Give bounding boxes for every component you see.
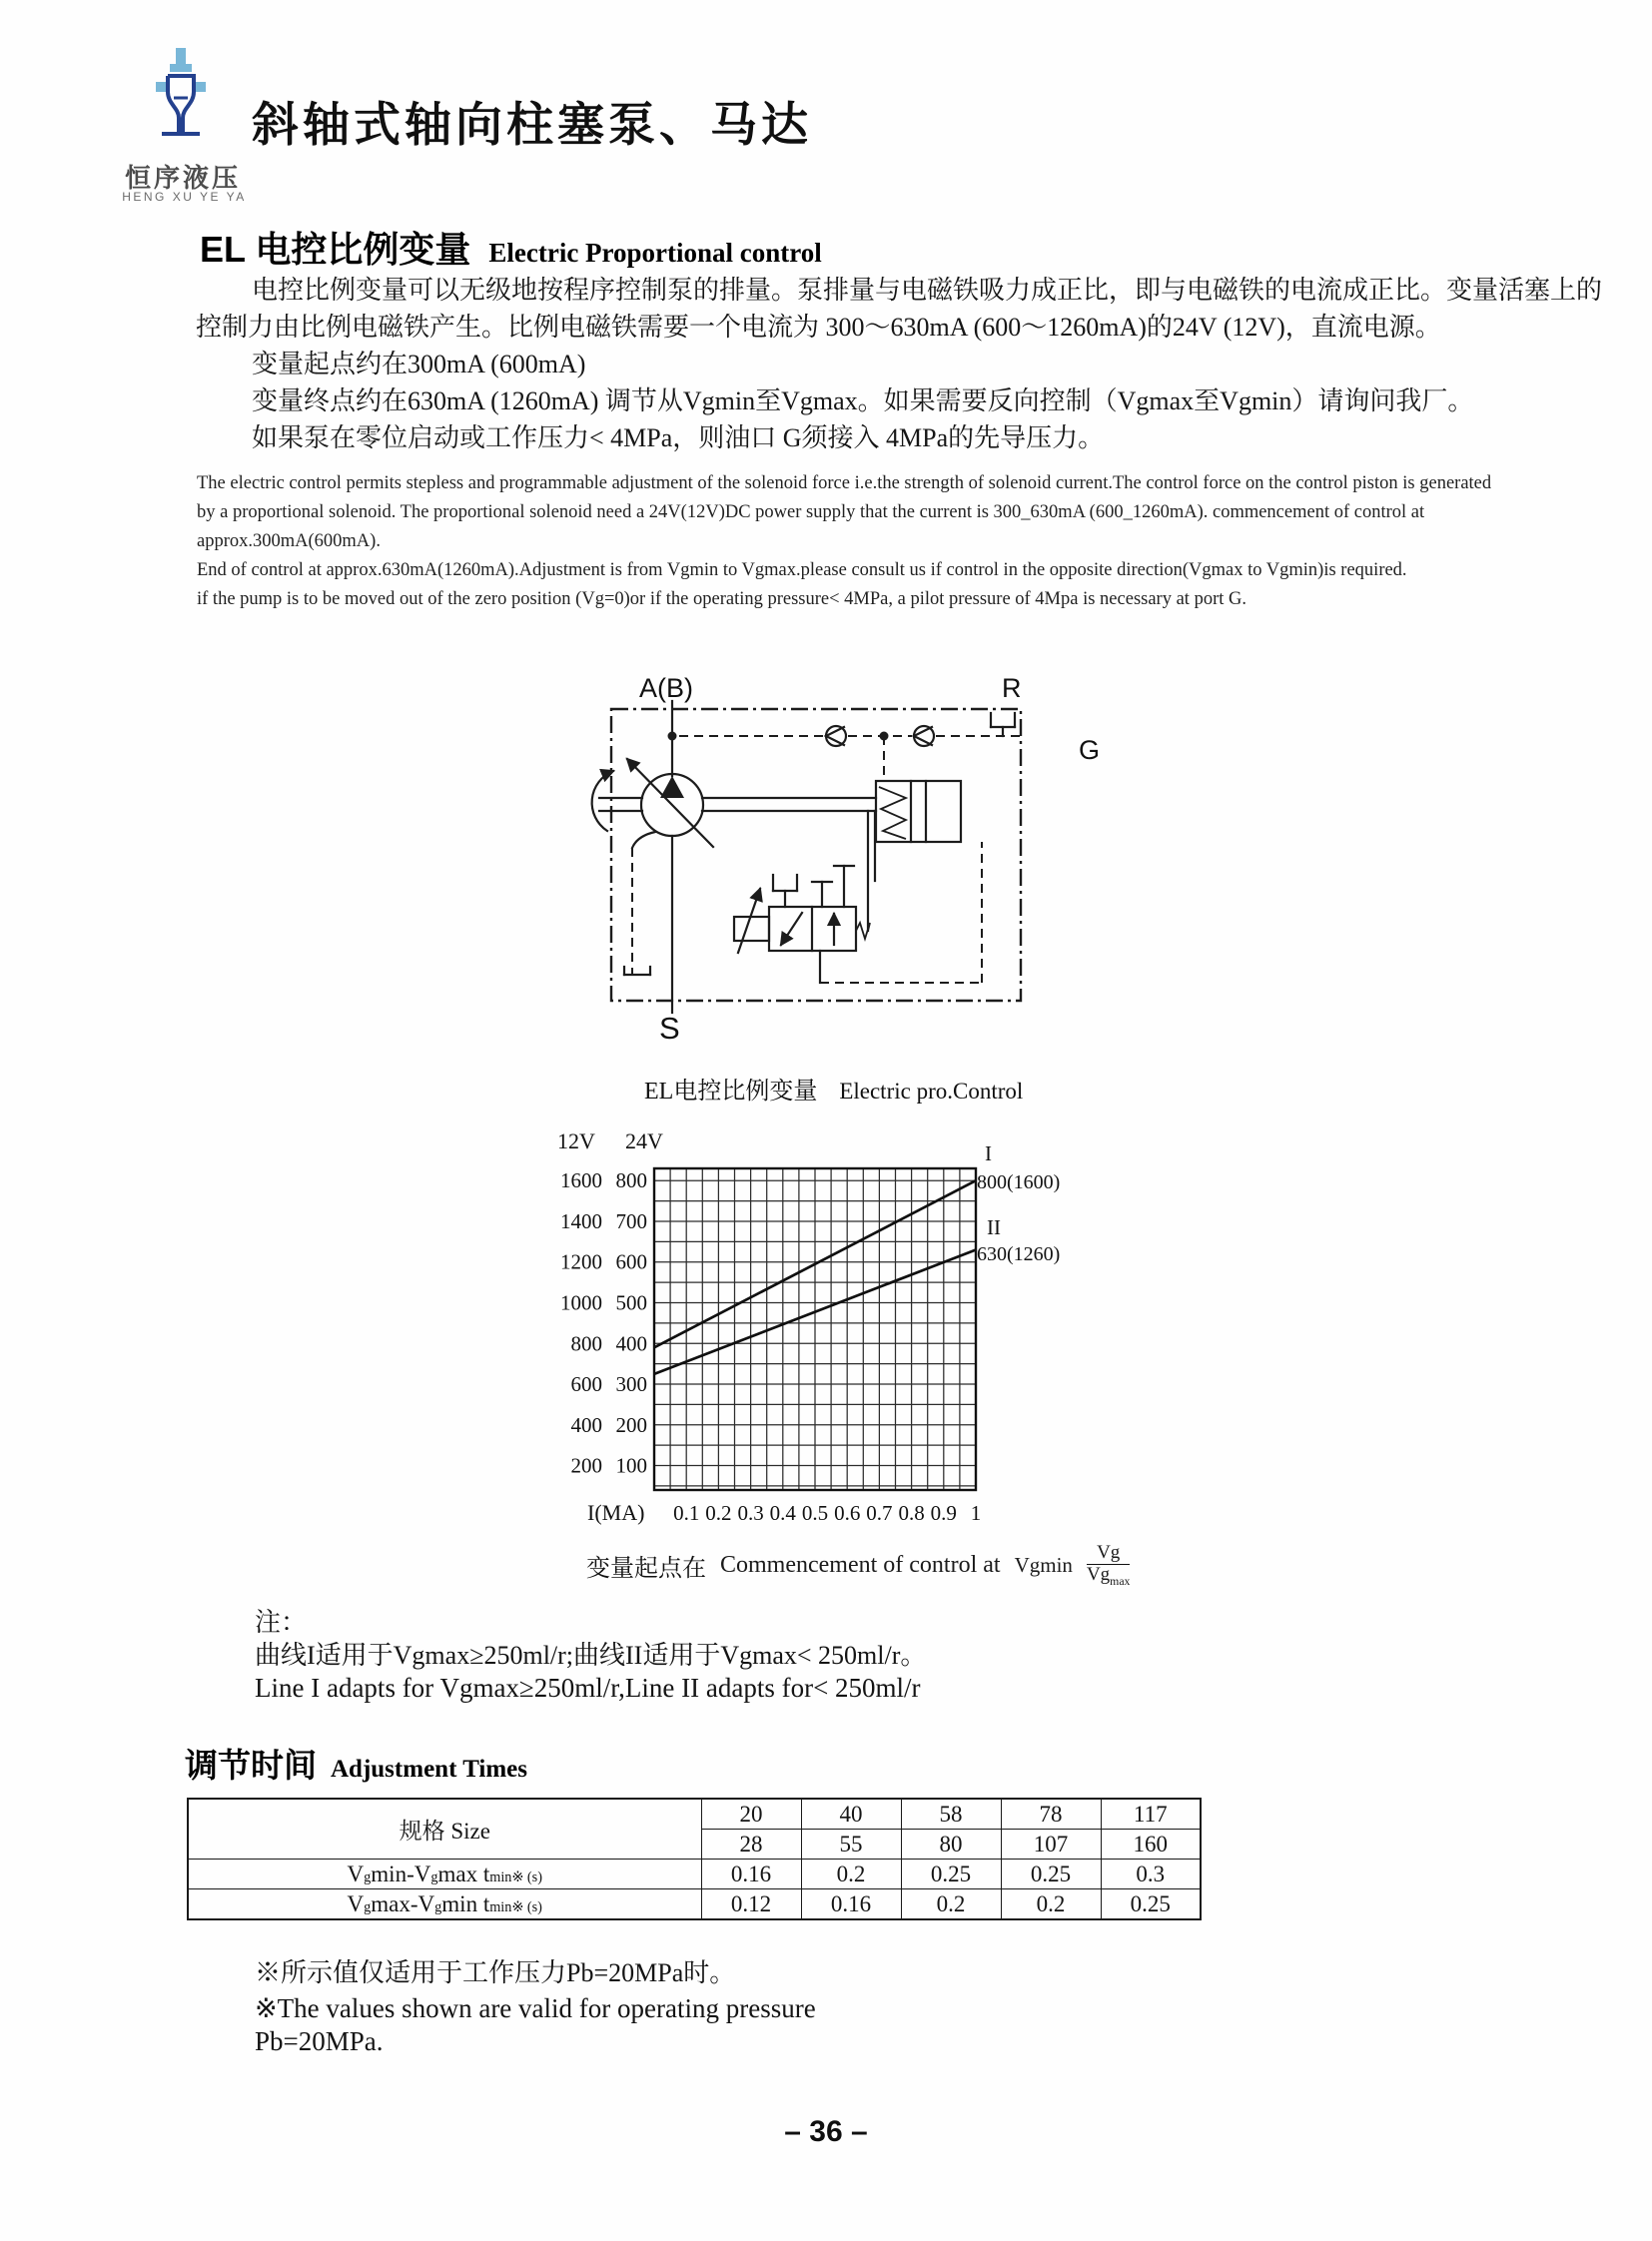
proportional-control-chart xyxy=(539,1117,1199,1561)
section-heading xyxy=(200,222,822,273)
svg-text:0.1: 0.1 xyxy=(673,1501,700,1525)
fraction-den-main: Vg xyxy=(1086,1563,1111,1585)
intro-en-line: if the pump is to be moved out of the zero position (Vg=0)or if the operating pressure< 4MPa, a pilot pressure of 4Mpa is necessary at port G. xyxy=(197,589,1246,609)
intro-en-line: by a proportional solenoid. The proportional solenoid need a 24V(12V)DC power supply that the current is 300_630mA (600_1260mA). commencement of control at xyxy=(197,502,1425,522)
label-part: max t xyxy=(437,1861,490,1886)
hydraulic-circuit-diagram xyxy=(555,635,1125,1090)
label-part: g xyxy=(430,1868,438,1885)
svg-text:800: 800 xyxy=(570,1331,602,1356)
size-cell: 117 xyxy=(1101,1799,1201,1830)
label-part: V xyxy=(347,1890,365,1916)
svg-text:0.6: 0.6 xyxy=(834,1501,861,1525)
junction-dot xyxy=(668,732,677,741)
time-cell: 0.2 xyxy=(801,1860,901,1889)
adjustment-heading-en: Adjustment Times xyxy=(331,1756,528,1783)
intro-cn-line: 如果泵在零位启动或工作压力< 4MPa，则油口 G须接入 4MPa的先导压力。 xyxy=(252,423,1105,452)
intro-en-line: approx.300mA(600mA). xyxy=(197,531,381,551)
time-cell: 0.12 xyxy=(701,1889,801,1920)
time-cell: 0.25 xyxy=(1001,1860,1101,1889)
page-title: 斜轴式轴向柱塞泵、马达 xyxy=(252,98,812,151)
svg-text:400: 400 xyxy=(570,1412,602,1437)
svg-text:800(1600): 800(1600) xyxy=(977,1171,1061,1193)
time-cell: 0.2 xyxy=(901,1889,1001,1920)
table-row xyxy=(188,1799,1201,1830)
svg-text:100: 100 xyxy=(615,1453,647,1478)
label-part: min-V xyxy=(371,1861,431,1886)
svg-text:1000: 1000 xyxy=(560,1290,602,1315)
note-line-cn: 曲线I适用于Vgmax≥250ml/r;曲线II适用于Vgmax< 250ml/r。 xyxy=(255,1641,927,1670)
time-row-label xyxy=(188,1889,701,1920)
label-part: g xyxy=(364,1898,372,1915)
note-line-en: Line I adapts for Vgmax≥250ml/r,Line II adapts for< 250ml/r xyxy=(255,1673,921,1703)
figure-caption-cn: EL电控比例变量 xyxy=(644,1079,818,1105)
check-valve-icon xyxy=(914,726,934,746)
proportional-valve-symbol xyxy=(734,866,870,953)
size-cell: 80 xyxy=(901,1830,1001,1860)
svg-text:600: 600 xyxy=(615,1249,647,1274)
svg-text:12V: 12V xyxy=(557,1128,595,1153)
svg-text:1600: 1600 xyxy=(560,1168,602,1193)
page-number: – 36 – xyxy=(784,2115,868,2148)
chart-caption xyxy=(586,1543,1130,1588)
port-label-g: G xyxy=(1079,735,1101,765)
time-cell: 0.25 xyxy=(901,1860,1001,1889)
time-cell: 0.16 xyxy=(701,1860,801,1889)
section-heading-en: Electric Proportional control xyxy=(488,238,822,268)
size-cell: 78 xyxy=(1001,1799,1101,1830)
size-cell: 55 xyxy=(801,1830,901,1860)
adjustment-times-table xyxy=(187,1798,1202,1920)
time-cell: 0.3 xyxy=(1101,1860,1201,1889)
size-cell: 28 xyxy=(701,1830,801,1860)
svg-text:0.8: 0.8 xyxy=(898,1501,925,1525)
footnotes-block xyxy=(255,1952,816,2057)
check-valve-icon xyxy=(826,726,846,746)
svg-text:400: 400 xyxy=(615,1331,647,1356)
svg-text:200: 200 xyxy=(570,1453,602,1478)
svg-text:0.2: 0.2 xyxy=(705,1501,732,1525)
time-cell: 0.2 xyxy=(1001,1889,1101,1920)
section-heading-cn: EL 电控比例变量 xyxy=(200,229,471,270)
company-name-en: HENG XU YE YA xyxy=(122,190,247,204)
svg-text:1: 1 xyxy=(970,1501,982,1525)
size-cell: 160 xyxy=(1101,1830,1201,1860)
table-row xyxy=(188,1860,1201,1889)
label-part: min※ (s) xyxy=(489,1868,542,1885)
chart-caption-en: Commencement of control at xyxy=(720,1552,1001,1579)
adjustment-times-heading xyxy=(185,1740,527,1787)
port-label-ab: A(B) xyxy=(639,673,693,703)
intro-paragraph-cn xyxy=(196,272,1602,456)
svg-text:I: I xyxy=(985,1141,992,1165)
chart-canvas xyxy=(539,1117,1199,1556)
svg-text:1400: 1400 xyxy=(560,1208,602,1233)
chart-caption-cn: 变量起点在 xyxy=(586,1556,706,1583)
intro-paragraph-en xyxy=(197,469,1491,614)
table-row xyxy=(188,1889,1201,1920)
control-cylinder-symbol xyxy=(876,781,961,842)
note-head: 注： xyxy=(255,1608,308,1637)
solenoid-box xyxy=(734,917,769,941)
svg-text:0.3: 0.3 xyxy=(737,1501,764,1525)
port-label-s: S xyxy=(659,1011,680,1046)
svg-text:300: 300 xyxy=(615,1372,647,1397)
svg-text:0.7: 0.7 xyxy=(866,1501,893,1525)
svg-text:700: 700 xyxy=(615,1208,647,1233)
intro-cn-line: 变量终点约在630mA (1260mA) 调节从Vgmin至Vgmax。如果需要反向控制（Vgmax至Vgmin）请询问我厂。 xyxy=(252,386,1474,415)
time-row-label xyxy=(188,1860,701,1889)
svg-text:630(1260): 630(1260) xyxy=(977,1243,1061,1265)
vent-symbol-r xyxy=(991,713,1015,736)
svg-text:0.9: 0.9 xyxy=(930,1501,957,1525)
adjustment-heading-cn: 调节时间 xyxy=(185,1747,317,1784)
chart-caption-vgmin: Vgmin xyxy=(1014,1553,1073,1578)
svg-text:0.4: 0.4 xyxy=(769,1501,796,1525)
intro-cn-line: 电控比例变量可以无级地按程序控制泵的排量。泵排量与电磁铁吸力成正比，即与电磁铁的电流成正比。变量活塞上的 xyxy=(252,276,1603,305)
label-part: g xyxy=(364,1868,372,1885)
label-part: max-V xyxy=(371,1890,435,1916)
label-part: min※ (s) xyxy=(489,1898,542,1915)
size-cell: 107 xyxy=(1001,1830,1101,1860)
footnote-en: Pb=20MPa. xyxy=(255,2026,384,2056)
figure-caption-en: Electric pro.Control xyxy=(839,1079,1024,1104)
size-cell: 58 xyxy=(901,1799,1001,1830)
time-cell: 0.25 xyxy=(1101,1889,1201,1920)
footnote-en: ※The values shown are valid for operating pressure xyxy=(255,1993,816,2023)
svg-text:II: II xyxy=(987,1215,1001,1239)
company-logo-icon xyxy=(150,46,212,156)
intro-cn-line: 变量起点约在300mA (600mA) xyxy=(252,350,586,378)
svg-text:500: 500 xyxy=(615,1290,647,1315)
company-name-cn: 恒序液压 xyxy=(124,163,241,193)
label-part: g xyxy=(434,1898,442,1915)
label-part: min t xyxy=(441,1890,490,1916)
svg-text:800: 800 xyxy=(615,1168,647,1193)
intro-en-line: The electric control permits stepless and programmable adjustment of the solenoid force i.e.the strength of solenoid current.The control force on the control piston is generated xyxy=(197,473,1492,493)
vg-ratio-fraction xyxy=(1087,1543,1131,1588)
footnote-cn: ※所示值仅适用于工作压力Pb=20MPa时。 xyxy=(255,1958,736,1987)
intro-en-line: End of control at approx.630mA(1260mA).Adjustment is from Vgmin to Vgmax.please consult us if control in the opposite direction(Vgmax to Vgmin)is required. xyxy=(197,560,1407,580)
size-cell: 20 xyxy=(701,1799,801,1830)
fraction-numerator: Vg xyxy=(1087,1543,1131,1565)
svg-text:0.5: 0.5 xyxy=(801,1501,829,1525)
fraction-denominator xyxy=(1087,1565,1131,1588)
notes-block xyxy=(255,1606,926,1705)
intro-cn-line: 控制力由比例电磁铁产生。比例电磁铁需要一个电流为 300～630mA (600～1260mA)的24V (12V)，直流电源。 xyxy=(196,313,1441,342)
svg-text:600: 600 xyxy=(570,1372,602,1397)
svg-text:I(MA): I(MA) xyxy=(587,1500,645,1525)
size-label-cell: 规格 Size xyxy=(188,1799,701,1860)
svg-text:1200: 1200 xyxy=(560,1249,602,1274)
size-cell: 40 xyxy=(801,1799,901,1830)
tank-foot-symbol xyxy=(624,967,650,975)
figure-caption xyxy=(644,1071,1023,1106)
time-cell: 0.16 xyxy=(801,1889,901,1920)
svg-text:24V: 24V xyxy=(625,1128,663,1153)
fraction-den-sub: max xyxy=(1110,1574,1131,1588)
port-label-r: R xyxy=(1002,673,1022,703)
variable-pump-symbol xyxy=(592,759,713,848)
svg-text:200: 200 xyxy=(615,1412,647,1437)
label-part: V xyxy=(347,1861,365,1886)
